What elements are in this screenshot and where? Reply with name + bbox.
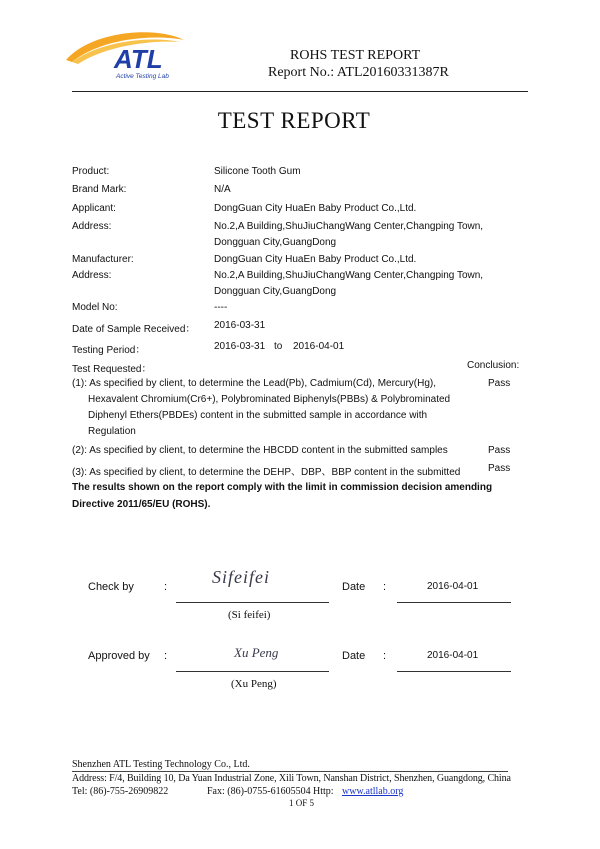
check-date-colon: : bbox=[383, 581, 387, 593]
test-3-line-1: (3): As specified by client, to determine the DEHP、DBP、BBP content in the submitted bbox=[72, 467, 461, 478]
check-date-label: Date bbox=[342, 581, 366, 593]
manufacturer-label: Manufacturer: bbox=[72, 254, 134, 265]
test-1-result: Pass bbox=[488, 378, 511, 389]
check-date-value: 2016-04-01 bbox=[427, 581, 479, 592]
header-report-no: Report No.: ATL20160331387R bbox=[268, 65, 449, 80]
product-value: Silicone Tooth Gum bbox=[214, 166, 301, 177]
check-signature bbox=[210, 564, 300, 590]
header-title: ROHS TEST REPORT bbox=[290, 48, 421, 63]
footer-fax: Fax: (86)-0755-61605504 bbox=[207, 786, 311, 797]
manufacturer-value: DongGuan City HuaEn Baby Product Co.,Ltd. bbox=[214, 254, 417, 265]
approved-by-name: (Xu Peng) bbox=[231, 678, 277, 690]
applicant-label: Applicant: bbox=[72, 203, 116, 214]
manufacturer-address-line1: No.2,A Building,ShuJiuChangWang Center,Changping Town, bbox=[214, 270, 484, 281]
test-1-line-1: (1): As specified by client, to determine the Lead(Pb), Cadmium(Cd), Mercury(Hg), bbox=[72, 378, 437, 389]
check-by-label: Check by bbox=[88, 581, 134, 593]
date-received-label: Date of Sample Received： bbox=[72, 324, 196, 335]
check-date-line bbox=[397, 602, 511, 603]
header-divider bbox=[72, 91, 528, 92]
testing-period-label: Testing Period： bbox=[72, 345, 146, 356]
atl-logo bbox=[62, 26, 187, 82]
footer-company: Shenzhen ATL Testing Technology Co., Ltd. bbox=[72, 759, 250, 770]
brand-mark-value: N/A bbox=[214, 184, 231, 195]
page-title: TEST REPORT bbox=[217, 108, 371, 133]
compliance-statement-line-1: The results shown on the report comply with the limit in commission decision amending bbox=[72, 482, 493, 493]
footer-address: Address: F/4, Building 10, Da Yuan Industrial Zone, Xili Town, Nanshan District, Shenzhen, Guangdong, China bbox=[72, 773, 511, 784]
applicant-value: DongGuan City HuaEn Baby Product Co.,Ltd. bbox=[214, 203, 417, 214]
applicant-address-label: Address: bbox=[72, 221, 112, 232]
testing-period-start: 2016-03-31 bbox=[214, 341, 266, 352]
approved-by-label: Approved by bbox=[88, 650, 150, 662]
test-2-result: Pass bbox=[488, 445, 511, 456]
test-1-line-3: Diphenyl Ethers(PBDEs) content in the submitted sample in accordance with bbox=[88, 410, 428, 421]
manufacturer-address-line2: Dongguan City,GuangDong bbox=[214, 286, 337, 297]
test-3-result: Pass bbox=[488, 463, 511, 474]
testing-period-end: 2016-04-01 bbox=[293, 341, 345, 352]
model-no-value: ---- bbox=[214, 302, 228, 313]
product-label: Product: bbox=[72, 166, 110, 177]
check-signature-line bbox=[176, 602, 329, 603]
approve-signature-text: Xu Peng bbox=[234, 645, 279, 660]
applicant-address-line2: Dongguan City,GuangDong bbox=[214, 237, 337, 248]
date-received-value: 2016-03-31 bbox=[214, 320, 266, 331]
test-requested-label: Test Requested： bbox=[72, 364, 152, 375]
check-by-name: (Si feifei) bbox=[228, 609, 271, 621]
logo-text: ATL bbox=[114, 44, 163, 74]
test-1-line-4: Regulation bbox=[88, 426, 136, 437]
footer-divider bbox=[72, 771, 508, 772]
conclusion-label: Conclusion: bbox=[467, 360, 520, 371]
page-number: 1 OF 5 bbox=[289, 798, 315, 808]
approve-signature-line bbox=[176, 671, 329, 672]
footer-tel: Tel: (86)-755-26909822 bbox=[72, 786, 169, 797]
footer-http-label: Http: bbox=[313, 786, 334, 797]
test-1-line-2: Hexavalent Chromium(Cr6+), Polybrominated Biphenyls(PBBs) & Polybrominated bbox=[88, 394, 451, 405]
compliance-statement-line-2: Directive 2011/65/EU (ROHS). bbox=[72, 499, 211, 510]
logo-tagline: Active Testing Lab bbox=[116, 73, 169, 80]
test-2-line-1: (2): As specified by client, to determine the HBCDD content in the submitted samples bbox=[72, 445, 448, 456]
brand-mark-label: Brand Mark: bbox=[72, 184, 127, 195]
approve-date-value: 2016-04-01 bbox=[427, 650, 479, 661]
approve-date-line bbox=[397, 671, 511, 672]
approved-by-colon: : bbox=[164, 650, 168, 662]
testing-period-to: to bbox=[274, 341, 283, 352]
approve-date-colon: : bbox=[383, 650, 387, 662]
footer-website-link[interactable]: www.atllab.org bbox=[342, 786, 404, 797]
check-signature-text: Sifeifei bbox=[212, 567, 270, 587]
approve-signature bbox=[232, 640, 292, 664]
approve-date-label: Date bbox=[342, 650, 366, 662]
model-no-label: Model No: bbox=[72, 302, 118, 313]
check-by-colon: : bbox=[164, 581, 168, 593]
manufacturer-address-label: Address: bbox=[72, 270, 112, 281]
applicant-address-line1: No.2,A Building,ShuJiuChangWang Center,Changping Town, bbox=[214, 221, 484, 232]
